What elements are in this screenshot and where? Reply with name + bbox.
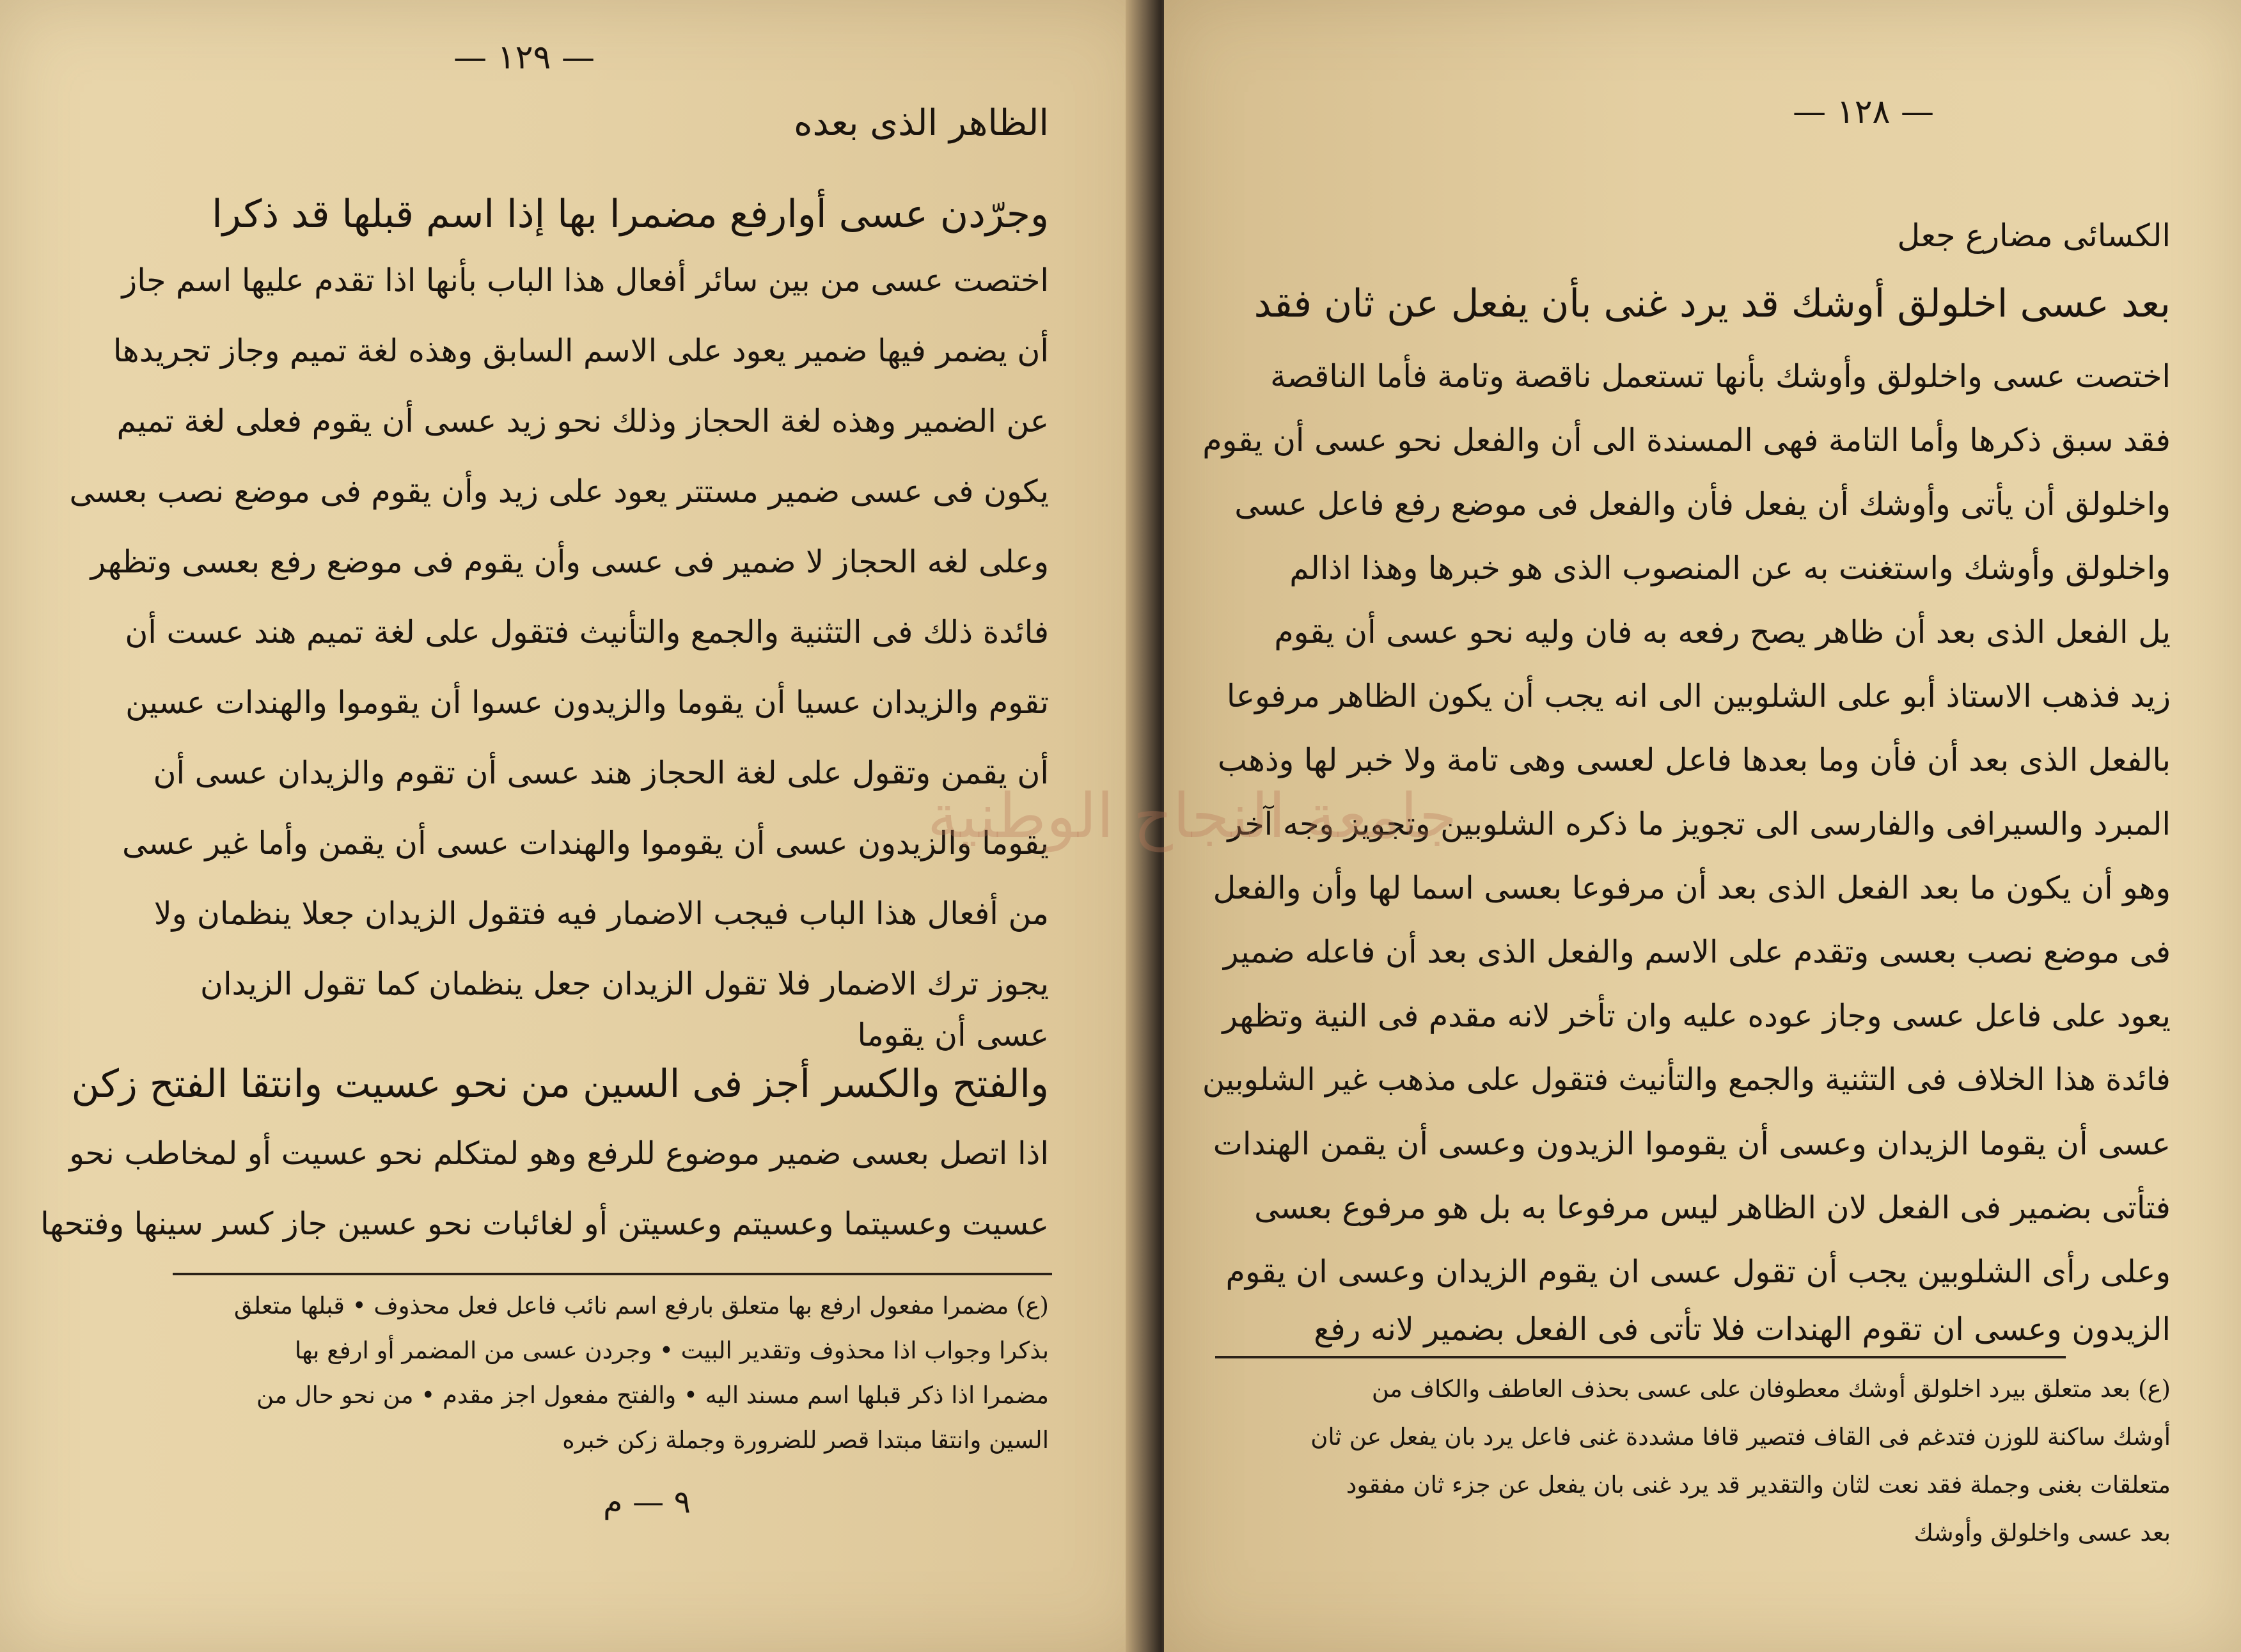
footnote-rule [173,1273,1052,1275]
text-line: واخلولق وأوشك واستغنت به عن المنصوب الذى هو خبرها وهذا اذالم [1289,550,2171,586]
text-line: المبرد والسيرافى والفارسى الى تجويز ما ذكره الشلوبين وتجويز وجه آخر [1227,806,2171,842]
text-line: زيد فذهب الاستاذ أبو على الشلوبين الى انه يجب أن يكون الظاهر مرفوعا [1226,678,2171,714]
text-line: عسى أن يقوما [857,1017,1049,1053]
text-line: يقوما والزيدون عسى أن يقوموا والهندات عسى أن يقمن وأما غير عسى [122,825,1049,861]
text-line: عسيت وعسيتما وعسيتم وعسيتن أو لغائبات نحو عسين جاز كسر سينها وفتحها [40,1206,1049,1242]
text-line: اختصت عسى من بين سائر أفعال هذا الباب بأنها اذا تقدم عليها اسم جاز [122,262,1049,299]
text-line: يكون فى عسى ضمير مستتر يعود على زيد وأن يقوم فى موضع نصب بعسى [69,473,1049,510]
text-line: يجوز ترك الاضمار فلا تقول الزيدان جعل ينظمان كما تقول الزيدان [200,966,1049,1002]
text-line: من أفعال هذا الباب فيجب الاضمار فيه فتقول الزيدان جعلا ينظمان ولا [153,895,1049,932]
text-line: واخلولق أن يأتى وأوشك أن يفعل فأن والفعل فى موضع رفع فاعل عسى [1234,486,2171,523]
text-line: تقوم والزيدان عسيا أن يقوما والزيدون عسوا أن يقوموا والهندات عسين [125,684,1049,721]
text-line: وهو أن يكون ما بعد الفعل الذى بعد أن مرفوعا بعسى اسما لها وأن والفعل [1213,870,2171,906]
text-line: عن الضمير وهذه لغة الحجاز وذلك نحو زيد عسى أن يقوم فعلى لغة تميم [116,403,1049,439]
text-line: فائدة هذا الخلاف فى التثنية والجمع والتأنيث فتقول على مذهب غير الشلوبين [1202,1062,2171,1097]
verse-line: بعد عسى اخلولق أوشك قد يرد غنى بأن يفعل عن ثان فقد [1254,281,2171,326]
section-heading: الظاهر الذى بعده [794,102,1049,144]
text-line: اختصت عسى واخلولق وأوشك بأنها تستعمل ناقصة وتامة فأما الناقصة [1270,358,2171,395]
text-line: فائدة ذلك فى التثنية والجمع والتأنيث فتقول على لغة تميم هند عست أن [125,614,1049,650]
page-number: — ١٢٩ — [453,38,595,77]
text-line: عسى أن يقوما الزيدان وعسى أن يقوموا الزيدون وعسى أن يقمن الهندات [1213,1126,2171,1162]
footnote-line: مضمرا اذا ذكر قبلها اسم مسند اليه • والفتح مفعول اجز مقدم • من نحو حال من [256,1381,1049,1409]
footnote-line: بذكرا وجواب اذا محذوف وتقدير البيت • وجردن عسى من المضمر أو ارفع بها [294,1337,1049,1364]
footnote-line: متعلقات بغنى وجملة فقد نعت لثان والتقدير قد يرد غنى بان يفعل عن جزء ثان مفقود [1346,1471,2171,1499]
text-line: بالفعل الذى بعد أن فأن وما بعدها فاعل لعسى وهى تامة ولا خبر لها وذهب [1217,742,2171,778]
footnote-rule [1215,1356,2066,1358]
footnote-line: السين وانتقا مبتدا قصر للضرورة وجملة زكن خبره [562,1426,1049,1454]
text-line: أن يقمن وتقول على لغة الحجاز هند عسى أن تقوم والزيدان عسى أن [153,755,1049,791]
verse-line: وجرّدن عسى أوارفع مضمرا بها إذا اسم قبلها قد ذكرا [212,192,1049,237]
text-line: فقد سبق ذكرها وأما التامة فهى المسندة الى أن والفعل نحو عسى أن يقوم [1202,422,2171,459]
text-line: يل الفعل الذى بعد أن ظاهر يصح رفعه به فان وليه نحو عسى أن يقوم [1274,614,2171,650]
footnote-line: (ع) بعد متعلق بيرد اخلولق أوشك معطوفان على عسى بحذف العاطف والكاف من [1371,1375,2171,1403]
page-number: — ١٢٨ — [1793,93,1934,131]
text-line: الكسائى مضارع جعل [1897,217,2171,254]
text-line: يعود على فاعل عسى وجاز عوده عليه وان تأخر لانه مقدم فى النية وتظهر [1222,998,2171,1034]
text-line: أن يضمر فيها ضمير يعود على الاسم السابق وهذه لغة تميم وجاز تجريدها [113,333,1049,369]
library-watermark: جامعة النجاح الوطنية [927,780,1458,852]
text-line: فتأتى بضمير فى الفعل لان الظاهر ليس مرفوعا به بل هو مرفوع بعسى [1254,1190,2171,1226]
footnote-line: أوشك ساكنة للوزن فتدغم فى القاف فتصير قافا مشددة غنى فاعل يرد بان يفعل عن ثان [1310,1423,2171,1451]
verse-line: والفتح والكسر أجز فى السين من نحو عسيت وانتقا الفتح زكن [71,1062,1049,1106]
text-line: اذا اتصل بعسى ضمير موضوع للرفع وهو لمتكلم نحو عسيت أو لمخاطب نحو [69,1135,1049,1172]
text-line: الزيدون وعسى ان تقوم الهندات فلا تأتى فى الفعل بضمير لانه رفع [1314,1311,2171,1348]
text-line: وعلى رأى الشلوبين يجب أن تقول عسى ان يقوم الزيدان وعسى ان يقوم [1225,1254,2171,1290]
signature-mark: ٩ — م [603,1484,691,1520]
footnote-line: (ع) مضمرا مفعول ارفع بها متعلق بارفع اسم نائب فاعل فعل محذوف • قبلها متعلق [233,1292,1049,1319]
footnote-line: بعد عسى واخلولق وأوشك [1914,1519,2171,1546]
text-line: فى موضع نصب بعسى وتقدم على الاسم والفعل الذى بعد أن فاعله ضمير [1223,934,2171,970]
text-line: وعلى لغه الحجاز لا ضمير فى عسى وأن يقوم فى موضع رفع بعسى وتظهر [90,544,1049,580]
